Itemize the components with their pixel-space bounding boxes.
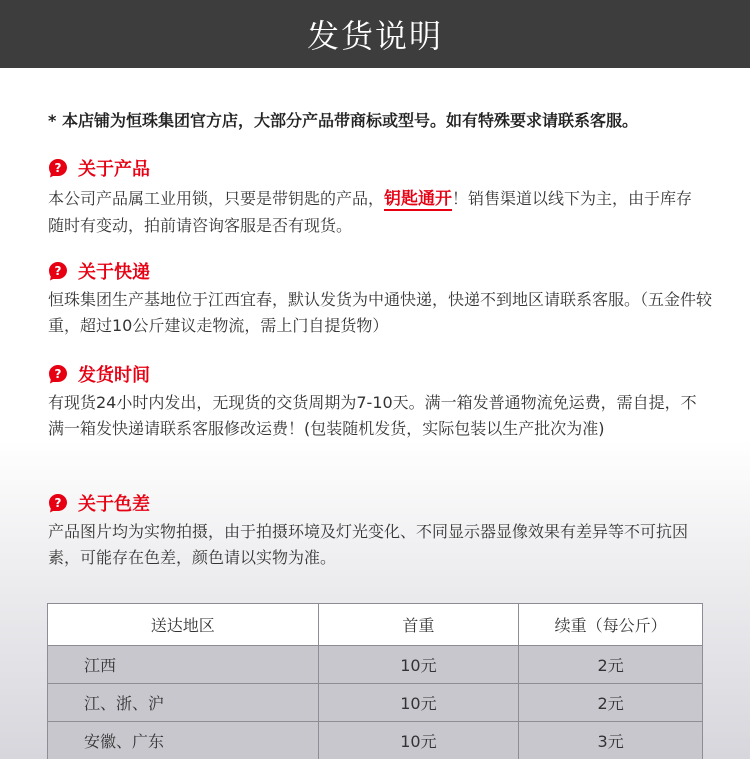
- svg-text:?: ?: [54, 496, 62, 510]
- cell-region: 江、浙、沪: [48, 684, 319, 722]
- section-text-ship-time: 有现货24小时内发出，无现货的交货周期为7-10天。满一箱发普通物流免运费，需自提，不满一箱发快递请联系客服修改运费！(包装随机发货，实际包装以生产批次为准): [48, 393, 697, 438]
- key-highlight: 钥匙通开: [384, 189, 453, 209]
- cell-additional-weight: 2元: [519, 646, 703, 684]
- table-row: [48, 722, 703, 759]
- cell-first-weight: 10元: [318, 684, 519, 722]
- cell-region: 江西: [48, 646, 319, 684]
- section-title-express: [48, 258, 150, 284]
- table-row: [48, 684, 703, 722]
- svg-text:?: ?: [54, 161, 62, 175]
- section-title-text: 关于产品: [78, 159, 150, 180]
- table-header-row: [48, 604, 703, 646]
- cell-additional-weight: 3元: [519, 722, 703, 759]
- question-badge-icon: [48, 364, 68, 384]
- svg-text:?: ?: [54, 367, 62, 381]
- column-header-first-weight: 首重: [318, 604, 519, 646]
- section-title-text: 关于色差: [78, 494, 150, 515]
- section-text-express: 恒珠集团生产基地位于江西宜春，默认发货为中通快递，快递不到地区请联系客服。（五金件较重，超过10公斤建议走物流，需上门自提货物）: [48, 290, 713, 335]
- section-title-ship-time: [48, 361, 150, 387]
- section-title-color: [48, 490, 150, 516]
- question-badge-icon: [48, 261, 68, 281]
- section-title-product: [48, 155, 150, 181]
- cell-first-weight: 10元: [318, 646, 519, 684]
- column-header-additional-weight: 续重（每公斤）: [519, 604, 703, 646]
- cell-first-weight: 10元: [318, 722, 519, 759]
- table-row: [48, 646, 703, 684]
- question-badge-icon: [48, 493, 68, 513]
- section-title-text: 发货时间: [78, 365, 150, 386]
- store-notice: * 本店铺为恒珠集团官方店，大部分产品带商标或型号。如有特殊要求请联系客服。: [48, 111, 638, 130]
- section-text-product: 本公司产品属工业用锁，只要是带钥匙的产品，钥匙通开！销售渠道以线下为主，由于库存随时有变动，拍前请咨询客服是否有现货。: [48, 189, 693, 235]
- page-title: 发货说明: [306, 17, 443, 55]
- page-header: [0, 0, 750, 68]
- question-badge-icon: [48, 158, 68, 178]
- section-text-color: 产品图片均为实物拍摄，由于拍摄环境及灯光变化、不同显示器显像效果有差异等不可抗因素，可能存在色差，颜色请以实物为准。: [48, 522, 689, 567]
- cell-additional-weight: 2元: [519, 684, 703, 722]
- shipping-fee-table: [47, 603, 703, 759]
- section-title-text: 关于快递: [78, 262, 150, 283]
- column-header-region: 送达地区: [48, 604, 319, 646]
- svg-text:?: ?: [54, 264, 62, 278]
- cell-region: 安徽、广东: [48, 722, 319, 759]
